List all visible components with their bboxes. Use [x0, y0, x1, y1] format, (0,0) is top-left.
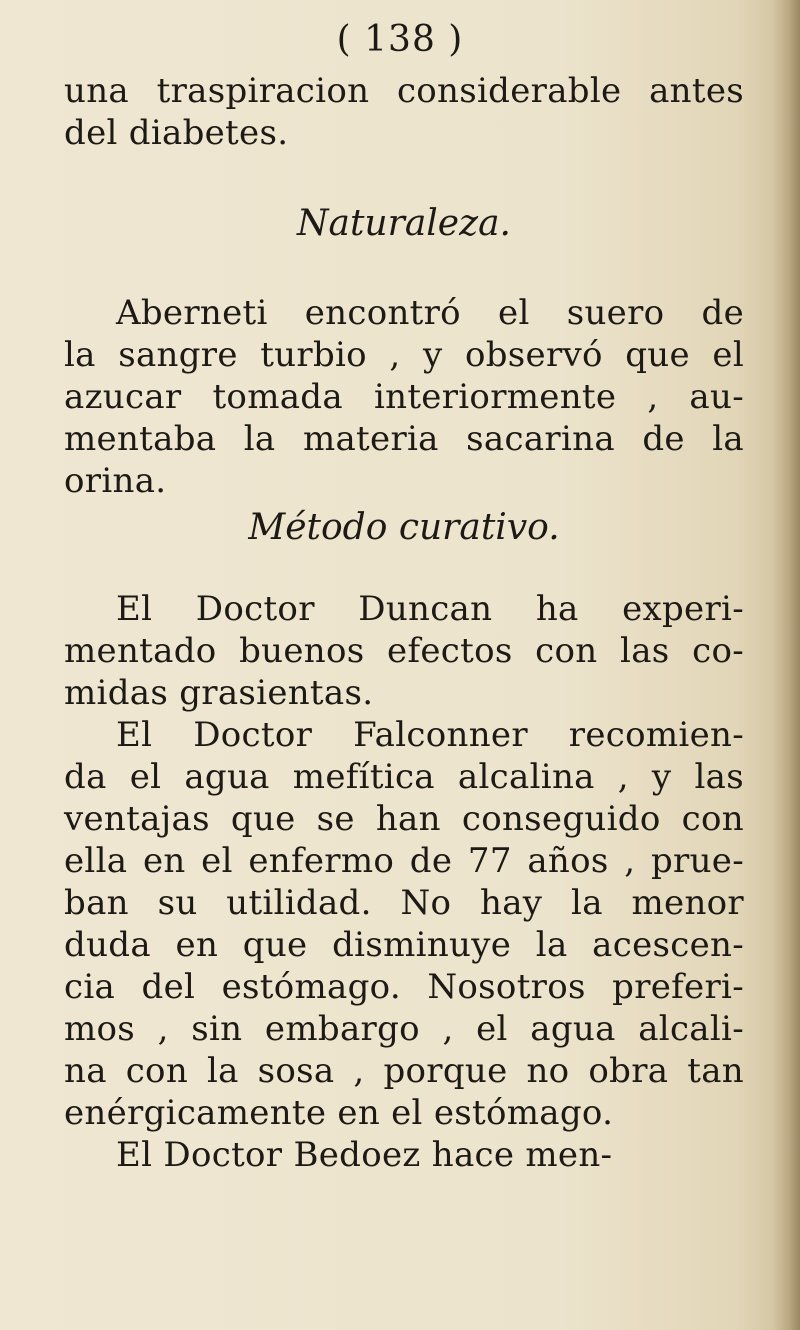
text-line: la sangre turbio , y observó que el [64, 335, 744, 375]
text-line: ella en el enfermo de 77 años , prue- [64, 841, 744, 881]
text-line: midas grasientas. [64, 673, 374, 713]
text-line: mentado buenos efectos con las co- [64, 631, 744, 671]
text-line: El Doctor Duncan ha experi- [116, 589, 744, 629]
text-line: El Doctor Falconner recomien- [116, 715, 744, 755]
text-line: del diabetes. [64, 113, 289, 153]
text-line: una traspiracion considerable antes [64, 71, 744, 111]
page-number: ( 138 ) [336, 19, 464, 60]
text-line: Aberneti encontró el suero de [116, 293, 744, 333]
text-line: enérgicamente en el estómago. [64, 1093, 614, 1133]
text-line: mos , sin embargo , el agua alcali- [64, 1009, 744, 1049]
page-body [64, 70, 744, 1176]
text-line: cia del estómago. Nosotros preferi- [64, 967, 744, 1007]
section-heading-metodo: Método curativo. [248, 507, 560, 548]
text-line: ventajas que se han conseguido con [64, 799, 744, 839]
text-line: mentaba la materia sacarina de la [64, 419, 744, 459]
text-line: na con la sosa , porque no obra tan [64, 1051, 744, 1091]
text-line: da el agua mefítica alcalina , y las [64, 757, 744, 797]
text-line: El Doctor Bedoez hace men- [116, 1135, 613, 1175]
text-line: ban su utilidad. No hay la menor [64, 883, 744, 923]
section-heading-naturaleza: Naturaleza. [297, 203, 511, 244]
page-edge-shadow [772, 0, 800, 1330]
text-line: duda en que disminuye la acescen- [64, 925, 744, 965]
text-line: orina. [64, 461, 167, 501]
text-line: azucar tomada interiormente , au- [64, 377, 744, 417]
